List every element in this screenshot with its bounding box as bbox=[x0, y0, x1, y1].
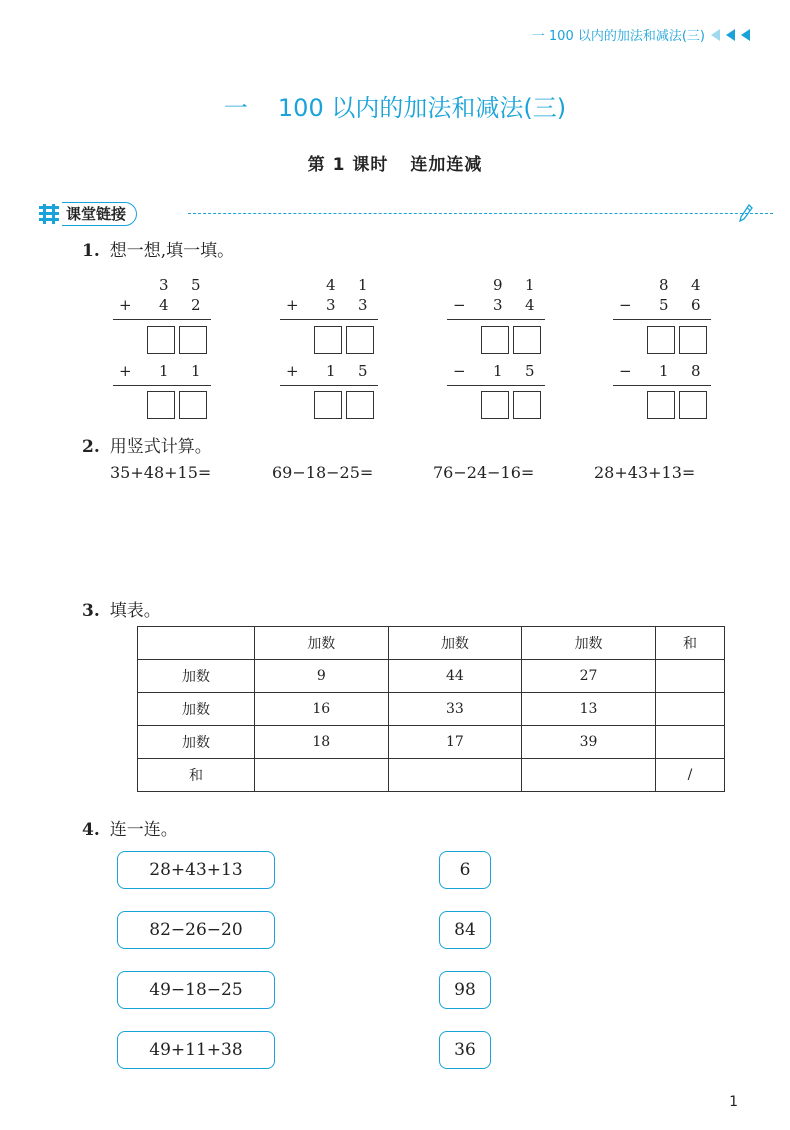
digit: 5 bbox=[358, 362, 368, 380]
table-header-cell: 和 bbox=[655, 627, 724, 660]
question-2 bbox=[82, 432, 212, 457]
question-number: 1. bbox=[82, 241, 100, 261]
question-text: 填表。 bbox=[109, 601, 161, 621]
answer-box[interactable] bbox=[314, 391, 342, 419]
calc-line bbox=[113, 319, 211, 320]
match-right-item[interactable]: 84 bbox=[439, 911, 491, 949]
triangle-icon bbox=[726, 29, 735, 41]
digit: 8 bbox=[659, 276, 669, 294]
operator: − bbox=[619, 296, 632, 314]
digit: 8 bbox=[691, 362, 701, 380]
unit-title bbox=[0, 88, 790, 123]
answer-box[interactable] bbox=[679, 391, 707, 419]
fill-table bbox=[137, 626, 725, 792]
table-cell: 27 bbox=[522, 660, 656, 693]
digit: 3 bbox=[326, 296, 336, 314]
answer-box[interactable] bbox=[481, 391, 509, 419]
digit: 1 bbox=[159, 362, 169, 380]
divider bbox=[188, 213, 773, 214]
match-right-item[interactable]: 36 bbox=[439, 1031, 491, 1069]
digit: 2 bbox=[191, 296, 201, 314]
table-row bbox=[138, 759, 725, 792]
table-cell: 39 bbox=[522, 726, 656, 759]
table-cell: 13 bbox=[522, 693, 656, 726]
match-left-item[interactable]: 49+11+38 bbox=[117, 1031, 275, 1069]
operator: + bbox=[286, 296, 299, 314]
answer-cell[interactable] bbox=[655, 660, 724, 693]
answer-box[interactable] bbox=[179, 326, 207, 354]
table-header-row bbox=[138, 627, 725, 660]
page-number: 1 bbox=[729, 1094, 738, 1110]
table-cell: 44 bbox=[388, 660, 522, 693]
match-left-item[interactable]: 49−18−25 bbox=[117, 971, 275, 1009]
answer-cell[interactable] bbox=[655, 726, 724, 759]
operator: + bbox=[119, 296, 132, 314]
digit: 4 bbox=[159, 296, 169, 314]
digit: 4 bbox=[691, 276, 701, 294]
calc-line bbox=[447, 385, 545, 386]
question-number: 4. bbox=[82, 820, 100, 840]
expression: 76−24−16= bbox=[433, 463, 535, 482]
calc-line bbox=[613, 319, 711, 320]
section-logo-icon bbox=[38, 204, 60, 224]
table-cell: 和 bbox=[138, 759, 255, 792]
table-row bbox=[138, 660, 725, 693]
answer-cell[interactable] bbox=[655, 693, 724, 726]
answer-box[interactable] bbox=[346, 391, 374, 419]
table-header-cell: 加数 bbox=[255, 627, 389, 660]
answer-box[interactable] bbox=[314, 326, 342, 354]
digit: 1 bbox=[525, 276, 535, 294]
unit-number: 一 bbox=[223, 94, 248, 122]
calc-line bbox=[280, 319, 378, 320]
table-header-cell bbox=[138, 627, 255, 660]
operator: − bbox=[619, 362, 632, 380]
table-row bbox=[138, 693, 725, 726]
table-cell: 9 bbox=[255, 660, 389, 693]
answer-box[interactable] bbox=[481, 326, 509, 354]
question-text: 用竖式计算。 bbox=[109, 437, 212, 457]
calc-line bbox=[113, 385, 211, 386]
pencil-icon bbox=[739, 204, 753, 222]
operator: + bbox=[119, 362, 132, 380]
table-cell: 18 bbox=[255, 726, 389, 759]
calc-line bbox=[447, 319, 545, 320]
answer-box[interactable] bbox=[647, 326, 675, 354]
digit: 4 bbox=[525, 296, 535, 314]
table-header-cell: 加数 bbox=[522, 627, 656, 660]
digit: 5 bbox=[525, 362, 535, 380]
lesson-title bbox=[0, 150, 790, 175]
match-left-item[interactable]: 82−26−20 bbox=[117, 911, 275, 949]
running-head bbox=[532, 25, 750, 44]
answer-box[interactable] bbox=[647, 391, 675, 419]
digit: 1 bbox=[326, 362, 336, 380]
table-cell: 33 bbox=[388, 693, 522, 726]
question-number: 2. bbox=[82, 437, 100, 457]
question-1 bbox=[82, 236, 234, 261]
expression: 28+43+13= bbox=[594, 463, 696, 482]
digit: 5 bbox=[659, 296, 669, 314]
calc-line bbox=[280, 385, 378, 386]
table-cell: 加数 bbox=[138, 693, 255, 726]
unit-title-text: 100 以内的加法和减法(三) bbox=[277, 94, 567, 122]
digit: 1 bbox=[493, 362, 503, 380]
table-header-cell: 加数 bbox=[388, 627, 522, 660]
match-right-item[interactable]: 98 bbox=[439, 971, 491, 1009]
table-cell: 加数 bbox=[138, 660, 255, 693]
lesson-topic: 连加连减 bbox=[410, 155, 483, 175]
digit: 3 bbox=[159, 276, 169, 294]
section-banner bbox=[38, 202, 753, 226]
answer-box[interactable] bbox=[679, 326, 707, 354]
answer-cell[interactable] bbox=[255, 759, 389, 792]
table-row bbox=[138, 726, 725, 759]
operator: + bbox=[286, 362, 299, 380]
answer-box[interactable] bbox=[179, 391, 207, 419]
digit: 1 bbox=[358, 276, 368, 294]
digit: 1 bbox=[191, 362, 201, 380]
match-right-item[interactable]: 6 bbox=[439, 851, 491, 889]
triangle-icon bbox=[741, 29, 750, 41]
table-cell: 加数 bbox=[138, 726, 255, 759]
match-left-item[interactable]: 28+43+13 bbox=[117, 851, 275, 889]
operator: − bbox=[453, 362, 466, 380]
answer-box[interactable] bbox=[147, 326, 175, 354]
operator: − bbox=[453, 296, 466, 314]
section-label: 课堂链接 bbox=[62, 202, 137, 226]
answer-box[interactable] bbox=[147, 391, 175, 419]
lesson-number: 第 1 课时 bbox=[307, 155, 389, 175]
digit: 6 bbox=[691, 296, 701, 314]
question-number: 3. bbox=[82, 601, 100, 621]
digit: 4 bbox=[326, 276, 336, 294]
answer-box[interactable] bbox=[513, 391, 541, 419]
table-cell: 17 bbox=[388, 726, 522, 759]
table-cell: / bbox=[655, 759, 724, 792]
triangle-icon bbox=[711, 29, 720, 41]
answer-cell[interactable] bbox=[388, 759, 522, 792]
digit: 5 bbox=[191, 276, 201, 294]
digit: 1 bbox=[659, 362, 669, 380]
digit: 9 bbox=[493, 276, 503, 294]
calc-line bbox=[613, 385, 711, 386]
expression: 69−18−25= bbox=[272, 463, 374, 482]
answer-box[interactable] bbox=[346, 326, 374, 354]
digit: 3 bbox=[493, 296, 503, 314]
table-cell: 16 bbox=[255, 693, 389, 726]
question-text: 连一连。 bbox=[109, 820, 178, 840]
question-4 bbox=[82, 815, 178, 840]
expression: 35+48+15= bbox=[110, 463, 212, 482]
answer-box[interactable] bbox=[513, 326, 541, 354]
question-3 bbox=[82, 596, 161, 621]
digit: 3 bbox=[358, 296, 368, 314]
question-text: 想一想,填一填。 bbox=[109, 241, 235, 261]
running-head-text: 一 100 以内的加法和减法(三) bbox=[531, 29, 705, 44]
answer-cell[interactable] bbox=[522, 759, 656, 792]
